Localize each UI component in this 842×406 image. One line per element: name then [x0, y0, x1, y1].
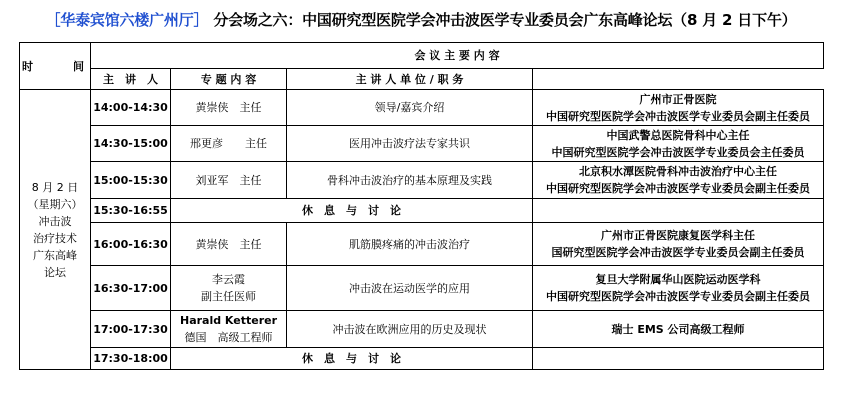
empty-cell	[533, 348, 824, 370]
speaker-cell: 黄崇侠 主任	[171, 223, 287, 266]
table-row	[20, 266, 824, 311]
break-cell: 休 息 与 讨 论	[171, 199, 533, 223]
affiliation-line: 国研究型医院学会冲击波医学专业委员会副主任委员	[551, 246, 805, 259]
date-line: 治疗技术	[33, 231, 77, 245]
affiliation-line: 中国研究型医院学会冲击波医学专业委员会副主任委员	[546, 182, 811, 195]
affiliation-header: 主 讲 人 单 位 / 职 务	[287, 69, 533, 90]
affiliation-cell: 瑞士 EMS 公司高级工程师	[533, 311, 824, 348]
affiliation-line: 中国研究型医院学会冲击波医学专业委员会主任委员	[551, 145, 805, 159]
time-header: 时 间	[20, 43, 91, 90]
time-cell: 17:00-17:30	[91, 311, 171, 348]
date-line: 广东高峰	[33, 248, 77, 262]
time-cell: 16:30-17:00	[91, 266, 171, 311]
topic-header: 专 题 内 容	[171, 69, 287, 90]
date-line: 冲击波	[38, 214, 72, 228]
speaker-cell: 邢更彦 主任	[171, 126, 287, 162]
affiliation-line: 北京积水潭医院骨科冲击波治疗中心主任	[579, 165, 778, 178]
table-row	[20, 223, 824, 266]
table-row	[20, 199, 824, 223]
time-cell: 14:30-15:00	[91, 126, 171, 162]
affiliation-line: 复旦大学附属华山医院运动医学科	[595, 273, 761, 286]
empty-cell	[533, 199, 824, 223]
affiliation-line: 中国研究型医院学会冲击波医学专业委员会副主任委员	[546, 109, 811, 123]
speaker-cell: 刘亚军 主任	[171, 162, 287, 199]
table-row	[20, 126, 824, 162]
topic-cell: 冲击波在运动医学的应用	[287, 266, 533, 311]
speaker-line: Harald Ketterer	[179, 314, 278, 327]
break-cell: 休 息 与 讨 论	[171, 348, 533, 370]
topic-cell: 领导/嘉宾介绍	[287, 90, 533, 126]
date-cell	[20, 90, 91, 370]
header-row-1	[20, 43, 824, 69]
venue-label: ［华泰宾馆六楼广州厅］	[45, 11, 209, 29]
time-cell: 16:00-16:30	[91, 223, 171, 266]
time-cell: 15:00-15:30	[91, 162, 171, 199]
affiliation-line: 广州市正骨医院康复医学科主任	[601, 229, 756, 242]
page-heading	[0, 0, 842, 40]
affiliation-cell	[533, 90, 824, 126]
affiliation-cell	[533, 223, 824, 266]
topic-cell: 医用冲击波疗法专家共识	[287, 126, 533, 162]
speaker-cell	[171, 311, 287, 348]
table-row	[20, 348, 824, 370]
speaker-cell	[171, 266, 287, 311]
topic-cell: 冲击波在欧洲应用的历史及现状	[287, 311, 533, 348]
session-title: 分会场之六：中国研究型医院学会冲击波医学专业委员会广东高峰论坛（8 月 2 日下午）	[208, 11, 797, 29]
table-row	[20, 90, 824, 126]
affiliation-line: 中国研究型医院学会冲击波医学专业委员会副主任委员	[546, 290, 811, 303]
affiliation-cell	[533, 126, 824, 162]
topic-cell: 骨科冲击波治疗的基本原理及实践	[287, 162, 533, 199]
speaker-line: 德国 高级工程师	[184, 331, 273, 344]
affiliation-line: 广州市正骨医院	[639, 92, 717, 106]
topic-cell: 肌筋膜疼痛的冲击波治疗	[287, 223, 533, 266]
speaker-line: 李云霞	[212, 273, 245, 286]
date-line: 论坛	[44, 265, 66, 279]
speaker-header: 主 讲 人	[91, 69, 171, 90]
time-cell: 17:30-18:00	[91, 348, 171, 370]
main-content-header: 会 议 主 要 内 容	[91, 43, 824, 69]
date-line: 8 月 2 日	[31, 180, 79, 194]
schedule-table	[19, 42, 824, 370]
header-row-2	[20, 69, 824, 90]
date-line: （星期六）	[27, 197, 83, 211]
time-cell: 14:00-14:30	[91, 90, 171, 126]
time-cell: 15:30-16:55	[91, 199, 171, 223]
table-row	[20, 162, 824, 199]
affiliation-cell	[533, 162, 824, 199]
speaker-cell: 黄崇侠 主任	[171, 90, 287, 126]
affiliation-line: 中国武警总医院骨科中心主任	[606, 128, 750, 142]
table-row	[20, 311, 824, 348]
affiliation-cell	[533, 266, 824, 311]
speaker-line: 副主任医师	[201, 290, 256, 303]
